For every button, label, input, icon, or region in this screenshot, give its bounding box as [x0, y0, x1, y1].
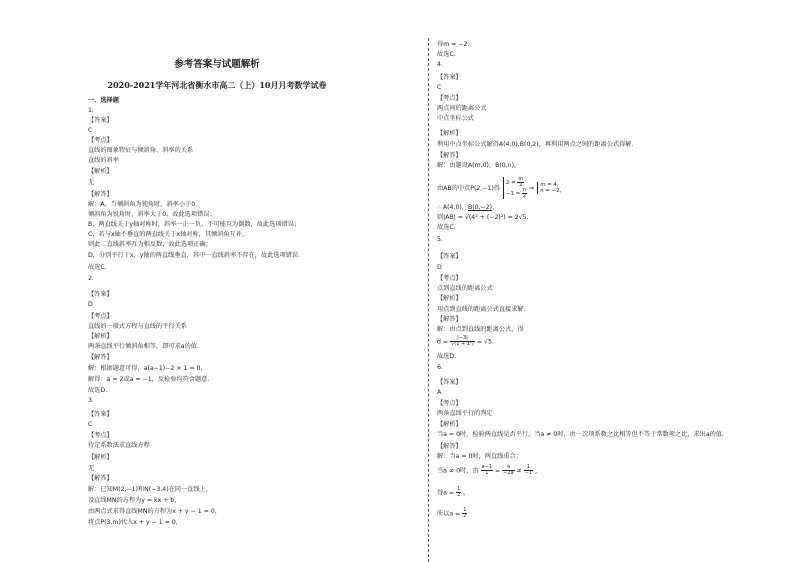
page-title: 参考答案与试题解析: [174, 59, 260, 70]
solution-text: d =: [437, 338, 449, 346]
numerator: 1: [457, 486, 461, 492]
denominator: 1: [485, 470, 489, 476]
solution-line: 故选D.: [88, 387, 108, 394]
solution-text: 所以a =: [437, 510, 461, 518]
knowledge-label: 【考点】: [437, 95, 462, 102]
solution-line: 故选C.: [88, 264, 107, 271]
numerator: 1: [463, 507, 467, 513]
solution-line: [437, 508, 467, 519]
solution-line: 设直线MN的方程为y = kx + b，: [88, 497, 181, 504]
solution-label: 【解答】: [437, 443, 462, 450]
answer-label: 【答案】: [88, 117, 113, 124]
analysis-label: 【解析】: [88, 168, 113, 175]
knowledge-label: 【考点】: [88, 432, 113, 439]
fraction: [481, 465, 493, 476]
denominator: √(1 + 1²): [451, 341, 474, 347]
distance-formula: [437, 336, 494, 347]
solution-line: 故选C.: [437, 224, 456, 231]
solution-text: =: [494, 467, 501, 475]
solution-line: 解：当a = 0时，两直线重合；: [437, 453, 522, 460]
answer-value: C: [88, 421, 93, 428]
implies-symbol: ⇒: [529, 185, 535, 192]
answer-label: 【答案】: [437, 74, 462, 81]
analysis-label: 【解析】: [88, 333, 113, 340]
fraction: [524, 465, 533, 476]
solution-line: 得m = −2.: [437, 41, 470, 48]
exam-title: 2020-2021学年河北省衡水市高二（上）10月月考数学试卷: [107, 80, 327, 90]
fraction: [502, 465, 514, 476]
knowledge-point: 待定系数法求直线方程: [88, 442, 150, 449]
knowledge-label: 【考点】: [88, 313, 113, 320]
question-number: 1.: [88, 107, 94, 114]
equation-text: 2 =: [505, 180, 516, 186]
solution-line: 故选D.: [437, 353, 457, 360]
equation-system-brace: [503, 177, 527, 199]
knowledge-point: 点到直线的距离公式: [437, 285, 493, 292]
analysis-label: 【解析】: [437, 421, 462, 428]
question-number: 4.: [437, 61, 443, 68]
solution-text: 当a ≠ 0时，由: [437, 467, 479, 475]
solution-line: 解得：a = 2或a = −1，反检验均符合题意.: [88, 376, 210, 383]
ratio-condition: [437, 465, 541, 476]
denominator: 2: [519, 182, 523, 188]
solution-line: 则|AB| = √(4² + (−2)²) = 2√5.: [437, 214, 529, 221]
solution-text: ，: [463, 489, 470, 497]
answer-value: C: [437, 84, 442, 91]
column-divider: [428, 38, 429, 562]
answer-label: 【答案】: [88, 411, 113, 418]
underlined-point: B(0,−2): [468, 204, 493, 211]
analysis-text: 用点到直线的距离公式直接求解.: [437, 306, 526, 313]
solution-line: B，两直线关于y轴对称时，斜率一正一负，不可能互为倒数，故此选项错误；: [88, 221, 301, 228]
knowledge-point: 直线的一般式方程与直线的平行关系: [88, 323, 187, 330]
equation-row: n = −2,: [540, 188, 562, 194]
solution-text: ，: [535, 467, 542, 475]
solution-line: 倾斜角为锐角时，斜率大于0，故此选项错误；: [88, 211, 216, 218]
solution-text: = √5.: [476, 338, 494, 346]
denominator: −1: [524, 470, 533, 476]
denominator: 2: [457, 492, 461, 498]
numerator: n: [522, 187, 527, 193]
fraction: [522, 188, 527, 199]
analysis-text: 无: [88, 179, 95, 186]
solution-text: 由AB的中点P(2,−1)得: [437, 185, 500, 192]
solution-line: 故选C.: [437, 51, 456, 58]
numerator: 1: [524, 465, 533, 471]
solution-line: 解：根据题意可得，a(a−1)−2 × 1 = 0，: [88, 365, 207, 372]
analysis-text: 两条直线平行倾斜角相等，即可求a的值.: [88, 343, 199, 350]
numerator: a: [502, 465, 514, 471]
analysis-label: 【解析】: [437, 130, 462, 137]
answer-label: 【答案】: [437, 379, 462, 386]
solution-text: ∴ A(4,0)，: [437, 204, 468, 211]
analysis-text: 无: [88, 465, 95, 472]
knowledge-point: 两条直线平行的判定: [437, 410, 493, 417]
answer-label: 【答案】: [437, 253, 462, 260]
knowledge-label: 【考点】: [88, 137, 113, 144]
knowledge-point: 直线的斜率: [88, 157, 119, 164]
analysis-label: 【解析】: [437, 295, 462, 302]
analysis-label: 【解析】: [88, 454, 113, 461]
question-number: 6.: [437, 364, 443, 371]
solution-line: 解：由题设A(m,0)，B(0,n)，: [437, 162, 521, 169]
question-number: 5.: [437, 236, 443, 243]
knowledge-point: 直线的图象特征与倾斜角、斜率的关系: [88, 147, 194, 154]
solution-line: 解：已知M(2,−1)和N(−3,4)在同一直线上，: [88, 486, 212, 493]
solution-label: 【解答】: [88, 354, 113, 361]
answer-value: D: [437, 264, 442, 271]
knowledge-point: 中点坐标公式: [437, 115, 475, 122]
solution-line: 解：A，当倾斜角为钝角时，斜率小于0，: [88, 201, 202, 208]
solution-line: C，若与x轴不垂直的两直线关于x轴对称，其倾斜角互补，: [88, 231, 249, 238]
numerator: m: [518, 176, 524, 182]
solution-line: 将点P(3,m)代入x + y − 1 = 0，: [88, 519, 182, 526]
midpoint-system: [437, 177, 561, 199]
numerator: a−1: [481, 464, 493, 470]
equation-text: −1 =: [505, 191, 521, 197]
denominator: −2a: [503, 470, 514, 476]
knowledge-point: 两点间的距离公式: [437, 105, 487, 112]
solution-line: [437, 204, 498, 212]
knowledge-label: 【考点】: [437, 400, 462, 407]
question-number: 2.: [88, 275, 94, 282]
solution-line: [437, 487, 469, 498]
solution-label: 【解答】: [88, 475, 113, 482]
solution-line: 解：由点到直线的距离公式，得: [437, 326, 524, 333]
fraction: [450, 336, 475, 347]
section-heading: 一、选择题: [88, 97, 119, 104]
solution-text: 得a =: [437, 489, 455, 497]
numerator: |−3|: [450, 336, 475, 342]
solution-text: ≠: [516, 467, 522, 475]
knowledge-label: 【考点】: [437, 275, 462, 282]
solution-line: 由两点式求得直线MN的方程为x + y − 1 = 0，: [88, 508, 221, 515]
solution-label: 【解答】: [437, 152, 462, 159]
solution-label: 【解答】: [437, 316, 462, 323]
answer-value: A: [437, 389, 442, 396]
solution-line: 则此二直线斜率互为相反数，故此选项正确；: [88, 241, 212, 248]
answer-label: 【答案】: [88, 291, 113, 298]
equation-row: m = 4,: [540, 182, 559, 188]
denominator: 2: [463, 513, 467, 519]
solution-line: D，分别平行于x，y轴的两直线垂直，其中一直线斜率不存在，故此选项错误.: [88, 252, 301, 259]
fraction: [456, 487, 461, 498]
answer-value: D: [88, 301, 93, 308]
denominator: 2: [522, 193, 527, 199]
question-number: 3.: [88, 397, 94, 404]
answer-value: C: [88, 127, 93, 134]
result-system-brace: [537, 182, 561, 194]
solution-label: 【解答】: [88, 191, 113, 198]
analysis-text: 当a = 0时，检验两直线是否平行，当a ≠ 0时，由一次项系数之比相等但不等于常数项之比，求出a的值.: [437, 431, 724, 438]
fraction: [462, 508, 467, 519]
equation-row: [506, 188, 527, 199]
analysis-text: 利用中点坐标公式解得A(4,0),B(0,2)，再利用两点之间的距离公式得解.: [437, 141, 634, 148]
solution-text: ，: [492, 204, 499, 211]
